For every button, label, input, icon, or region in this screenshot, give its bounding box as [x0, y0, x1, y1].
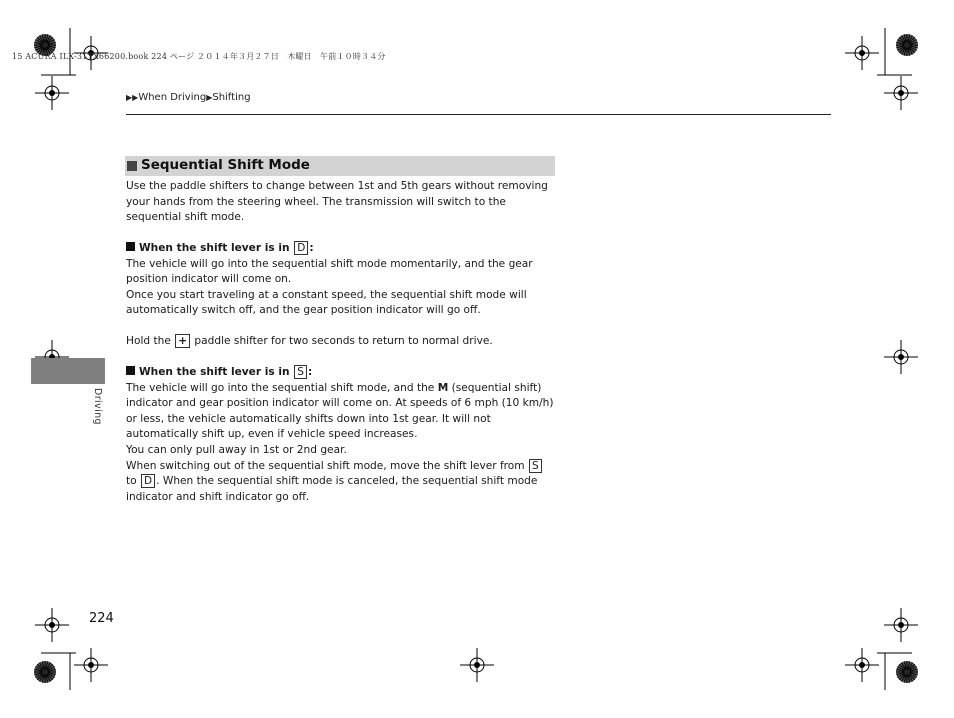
chapter-tab [31, 358, 105, 384]
registration-dot-icon [49, 90, 55, 96]
subsection-s-paragraph-1 [126, 381, 556, 443]
color-wheel-center-icon [904, 42, 910, 48]
hold-plus-note [126, 334, 556, 350]
section-title: Sequential Shift Mode [141, 157, 310, 173]
registration-dot-icon [474, 662, 480, 668]
intro-paragraph: Use the paddle shifters to change between 1st and 5th gears without removing your hands from the steering wheel. The transmission will switch to the sequential shift mode. [126, 180, 548, 224]
registration-dot-icon [859, 662, 865, 668]
registration-dot-icon [898, 90, 904, 96]
breadcrumb-marker: ▶▶ [126, 93, 139, 102]
chapter-side-label: Driving [92, 388, 103, 425]
s-p3-after: . When the sequential shift mode is canceled, the sequential shift mode indicator and shift indicator go off. [126, 475, 538, 503]
subsection-d [126, 241, 556, 319]
s-p3-mid: to [126, 475, 141, 488]
registration-dot-icon [49, 622, 55, 628]
print-header: 15 ACURA ILX-31TX66200.book 224 ページ ２０１４年３月２７日 木曜日 午前１０時３４分 [12, 52, 386, 61]
registration-dot-icon [898, 354, 904, 360]
subhead-s-prefix: When the shift lever is in [139, 366, 294, 378]
gear-s-key-icon: S [294, 365, 307, 379]
header-rule [126, 114, 831, 115]
subsection-d-heading [126, 241, 556, 257]
page-number: 224 [89, 611, 114, 626]
section-square-icon [127, 161, 137, 171]
subsection-d-paragraph-1: The vehicle will go into the sequential shift mode momentarily, and the gear position indicator will come on. [126, 257, 533, 286]
plus-paddle-key-icon: + [175, 334, 190, 348]
subsection-s [126, 365, 556, 505]
hold-plus-after: paddle shifter for two seconds to return to normal drive. [191, 335, 493, 347]
subsection-s-heading [126, 365, 556, 381]
breadcrumb [126, 92, 251, 103]
color-wheel-center-icon [42, 669, 48, 675]
gear-d-key-icon: D [294, 241, 308, 255]
gear-d-key-icon: D [141, 474, 155, 488]
breadcrumb-separator: ▶ [206, 93, 213, 102]
subsection-s-paragraph-3 [126, 459, 556, 506]
breadcrumb-item-shifting[interactable]: Shifting [212, 92, 251, 103]
registration-dot-icon [859, 50, 865, 56]
registration-dot-icon [898, 622, 904, 628]
breadcrumb-item-when-driving[interactable]: When Driving [138, 92, 207, 103]
color-wheel-center-icon [904, 669, 910, 675]
registration-dot-icon [88, 662, 94, 668]
bullet-square-icon [126, 242, 135, 251]
subhead-d-prefix: When the shift lever is in [139, 242, 294, 254]
subsection-s-paragraph-2: You can only pull away in 1st or 2nd gear. [126, 443, 347, 456]
hold-plus-before: Hold the [126, 335, 175, 347]
m-indicator-label: M [437, 381, 449, 394]
bullet-square-icon [126, 366, 135, 375]
s-p1-after: (sequential shift) indicator and gear position indicator will come on. At speeds of 6 mph (10 km/h) or less, the vehicle automatically shifts down into 1st gear. It will not automatically shift up, even if vehicle speed increases. [126, 381, 554, 441]
s-p1-before: The vehicle will go into the sequential shift mode, and the [126, 381, 438, 394]
subsection-d-paragraph-2: Once you start traveling at a constant speed, the sequential shift mode will automatically switch off, and the gear position indicator will go off. [126, 288, 527, 317]
gear-s-key-icon: S [529, 459, 542, 473]
color-wheel-center-icon [42, 42, 48, 48]
s-p3-before: When switching out of the sequential shift mode, move the shift lever from [126, 459, 528, 472]
section-heading-bar [125, 156, 555, 176]
subhead-d-suffix: : [309, 242, 314, 254]
hold-plus-paragraph [126, 334, 556, 350]
subhead-s-suffix: : [307, 366, 313, 378]
section-intro [126, 179, 556, 226]
